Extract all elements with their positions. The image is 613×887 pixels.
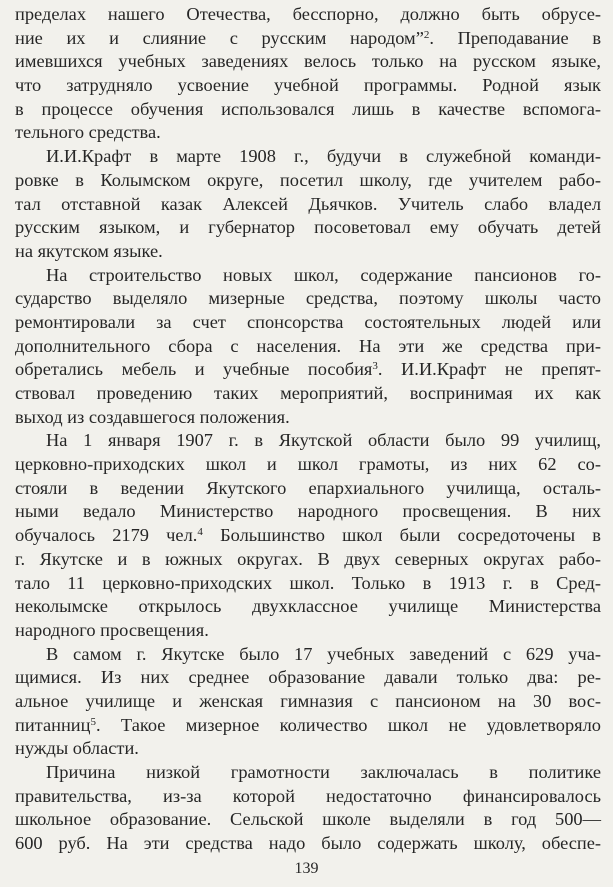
text-line — [15, 477, 601, 501]
text-line — [15, 382, 601, 406]
line-text: питанниц — [15, 714, 91, 735]
line-text: что затрудняло усвоение учебной программы. Родной язык — [15, 75, 601, 96]
text-line — [15, 666, 601, 690]
line-text: щимися. Из них среднее образование давали только два: ре- — [15, 667, 601, 688]
line-text-continued: . Такое мизерное количество школ не удовлетворяло — [95, 714, 601, 735]
line-text: альное училище и женская гимназия с пансионом на 30 вос- — [15, 690, 601, 711]
text-line — [15, 193, 601, 217]
page-number: 139 — [294, 860, 319, 877]
text-line — [15, 311, 601, 335]
text-line — [15, 714, 601, 738]
line-text: тал отставной казак Алексей Дьячков. Учитель слабо владел — [15, 193, 601, 214]
text-line — [15, 832, 601, 856]
line-text: пределах нашего Отечества, бесспорно, должно быть обрусе- — [15, 4, 601, 24]
line-text: ровке в Колымском округе, посетил школу, где учителем рабо- — [15, 169, 601, 190]
footnote-marker: 4 — [197, 526, 203, 539]
text-line — [15, 737, 601, 761]
footnote-marker: 3 — [372, 360, 378, 373]
line-text: обучалось 2179 чел. — [15, 525, 198, 546]
line-text: В самом г. Якутске было 17 учебных заведений с 629 уча- — [46, 643, 601, 664]
text-line — [15, 500, 601, 524]
text-line — [15, 572, 601, 596]
line-text: ствовал проведению таких мероприятий, воспринимая их как — [15, 383, 601, 403]
text-line — [15, 406, 601, 430]
text-line — [15, 50, 601, 74]
line-text: народного просвещения. — [15, 619, 209, 640]
text-line — [15, 548, 601, 572]
line-text: ремонтировали за счет спонсорства состоятельных людей или — [15, 311, 601, 332]
line-text: И.И.Крафт в марте 1908 г., будучи в служебной команди- — [46, 146, 601, 167]
line-text: дополнительного сбора с населения. На эти же средства при- — [15, 335, 601, 356]
line-text: обретались мебель и учебные пособия — [15, 359, 373, 380]
text-line — [15, 121, 601, 145]
line-text: неколымске открылось двухклассное училище Министерства — [15, 596, 601, 617]
line-text: тало 11 церковно-приходских школ. Только в 1913 г. в Сред- — [15, 572, 601, 593]
text-line — [15, 98, 601, 122]
line-text: 600 руб. На эти средства надо было содержать школу, обеспе- — [15, 833, 601, 854]
footnote-marker: 2 — [423, 28, 430, 41]
text-line — [15, 595, 601, 619]
line-text: правительства, из-за которой недостаточно финансировалось — [15, 785, 601, 806]
line-text: школьное образование. Сельской школе выделяли в год 500— — [15, 809, 601, 830]
text-line — [15, 145, 601, 169]
text-line — [15, 643, 601, 667]
line-text: стояли в ведении Якутского епархиального училища, осталь- — [15, 477, 601, 498]
text-line — [15, 619, 601, 643]
line-text: ние их и слияние с русским народом” — [15, 27, 424, 48]
text-line — [15, 453, 601, 477]
line-text: г. Якутске и в южных округах. В двух северных округах рабо- — [15, 548, 601, 569]
line-text: выход из создавшегося положения. — [15, 406, 290, 427]
line-text: тельного средства. — [15, 122, 161, 143]
text-line — [15, 264, 601, 288]
text-line — [15, 358, 601, 382]
line-text: русским языком, и губернатор посоветовал ему обучать детей — [15, 217, 601, 238]
line-text-continued: . И.И.Крафт не препят- — [377, 359, 601, 380]
text-line — [15, 287, 601, 311]
line-text: на якутском языке. — [15, 240, 163, 261]
text-line — [15, 808, 601, 832]
line-text-continued: Большинство школ были сосредоточены в — [202, 525, 601, 546]
line-text: церковно-приходских школ и школ грамоты, из них 62 со- — [15, 454, 601, 475]
footnote-marker: 5 — [90, 715, 96, 728]
text-line — [15, 3, 601, 27]
text-line — [15, 216, 601, 240]
text-line — [15, 335, 601, 359]
text-line — [15, 169, 601, 193]
text-line — [15, 761, 601, 785]
text-line — [15, 74, 601, 98]
line-text: На строительство новых школ, содержание пансионов го- — [46, 264, 601, 285]
line-text-continued: . Преподавание в — [429, 27, 601, 48]
line-text: имевшихся учебных заведениях велось только на русском языке, — [15, 51, 601, 72]
text-line — [15, 524, 601, 548]
line-text: нужды области. — [15, 738, 139, 759]
line-text: сударство выделяло мизерные средства, поэтому школы часто — [15, 288, 601, 309]
line-text: в процессе обучения использовался лишь в качестве вспомога- — [15, 98, 601, 119]
text-line — [15, 27, 601, 51]
line-text: ными ведало Министерство народного просвещения. В них — [15, 501, 601, 522]
line-text: Причина низкой грамотности заключалась в политике — [46, 762, 601, 782]
body-text — [15, 3, 601, 856]
text-line — [15, 240, 601, 264]
text-line — [15, 690, 601, 714]
text-line — [15, 785, 601, 809]
line-text: На 1 января 1907 г. в Якутской области было 99 училищ, — [46, 430, 601, 451]
text-line — [15, 429, 601, 453]
